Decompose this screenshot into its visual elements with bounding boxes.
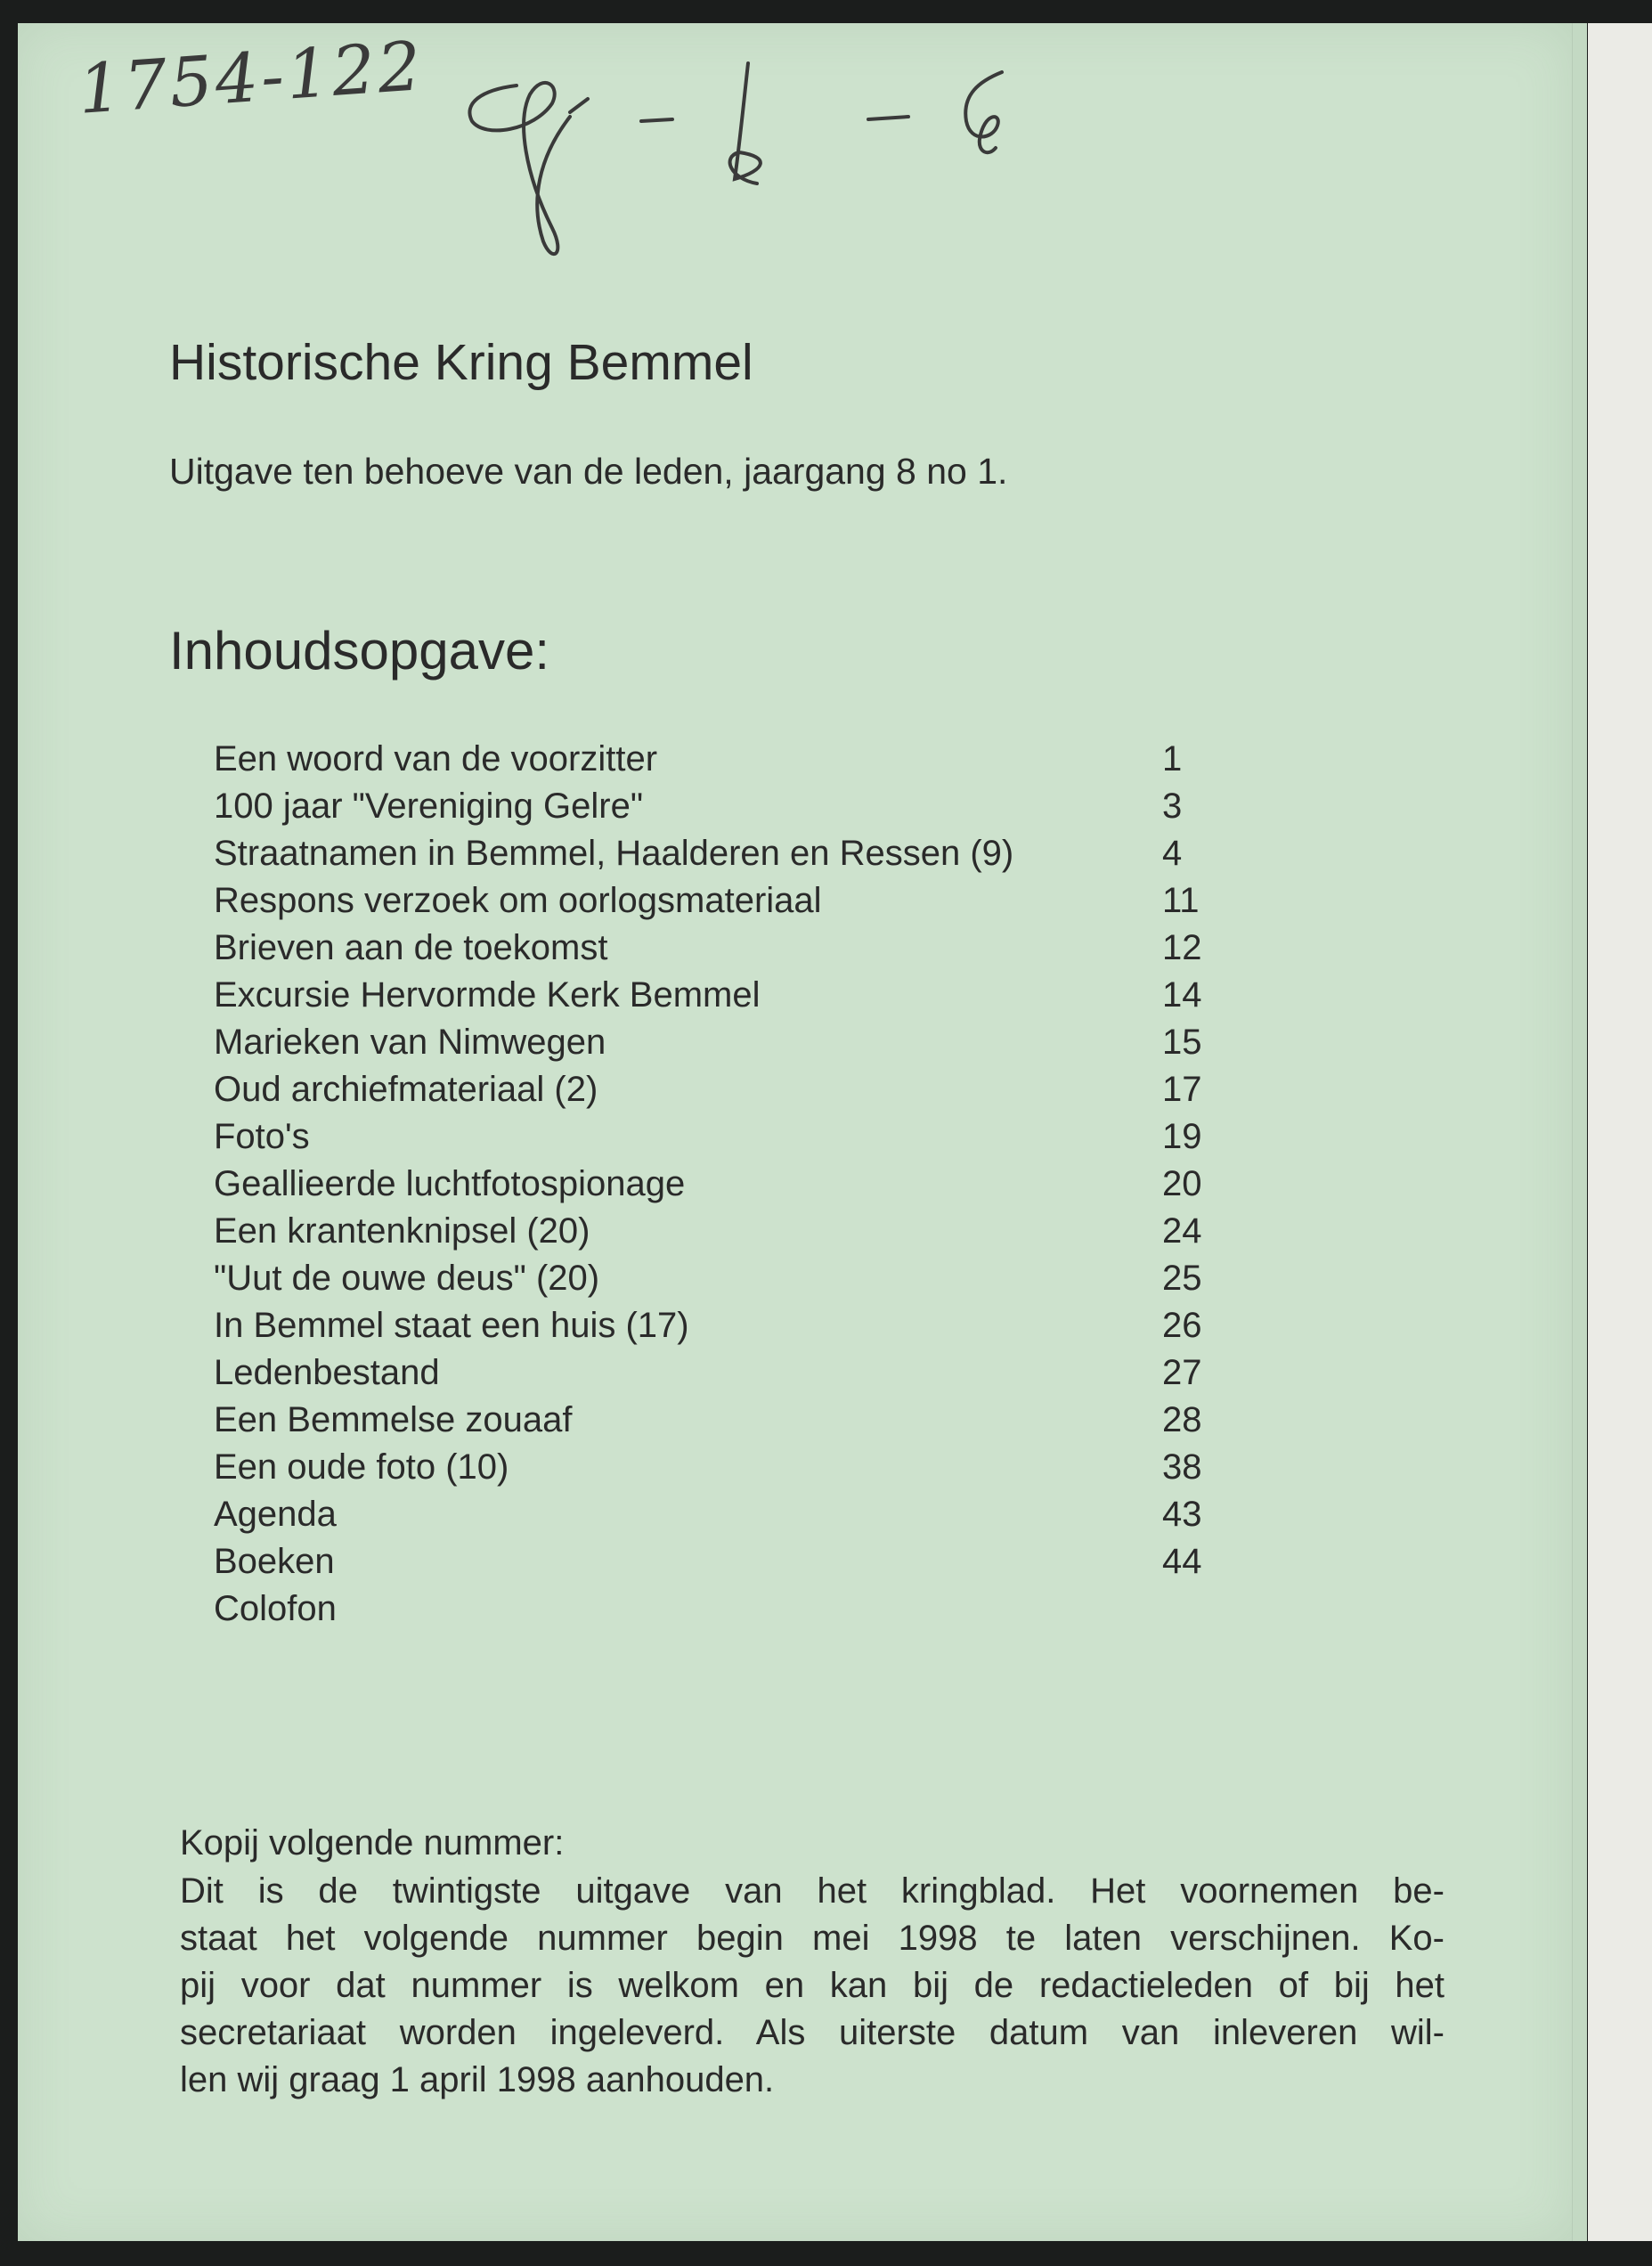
toc-item-title: Straatnamen in Bemmel, Haalderen en Ressen (9) — [214, 834, 1014, 873]
kopij-text-line: len wij graag 1 april 1998 aanhouden. — [180, 2060, 775, 2099]
toc-item-page: 44 — [1162, 1542, 1202, 1581]
kopij-text-line: staat het volgende nummer begin mei 1998 te laten verschijnen. Ko- — [180, 1919, 1444, 1958]
toc-item-page: 14 — [1162, 975, 1202, 1015]
toc-heading: Inhoudsopgave: — [169, 621, 550, 681]
toc-item — [214, 1019, 1265, 1066]
toc-item — [214, 830, 1265, 877]
toc-item — [214, 1302, 1265, 1349]
kopij-text-line: secretariaat worden ingeleverd. Als uiterste datum van inleveren wil- — [180, 2013, 1444, 2052]
toc-item-title: Een oude foto (10) — [214, 1447, 509, 1487]
toc-item-page: 4 — [1162, 834, 1183, 873]
toc-item-title: In Bemmel staat een huis (17) — [214, 1306, 689, 1345]
toc-item-page: 15 — [1162, 1023, 1202, 1062]
kopij-text-line: Dit is de twintigste uitgave van het kringblad. Het voornemen be- — [180, 1871, 1444, 1911]
toc-item-title: Respons verzoek om oorlogsmateriaal — [214, 881, 822, 920]
kopij-text-line: pij voor dat nummer is welkom en kan bij de redactieleden of bij het — [180, 1966, 1444, 2005]
page-subtitle: Uitgave ten behoeve van de leden, jaargang 8 no 1. — [169, 451, 1008, 492]
table-of-contents — [214, 736, 1265, 1633]
toc-item-page: 38 — [1162, 1447, 1202, 1487]
toc-item-page: 27 — [1162, 1353, 1202, 1392]
toc-item-title: Foto's — [214, 1117, 310, 1156]
toc-item-title: Excursie Hervormde Kerk Bemmel — [214, 975, 761, 1015]
toc-item — [214, 1397, 1265, 1444]
toc-item-page: 12 — [1162, 928, 1202, 967]
toc-item-page: 11 — [1162, 881, 1200, 920]
toc-item-page: 20 — [1162, 1164, 1202, 1203]
toc-item — [214, 972, 1265, 1019]
toc-item-title: Boeken — [214, 1542, 335, 1581]
toc-item — [214, 877, 1265, 925]
toc-item-title: Ledenbestand — [214, 1353, 440, 1392]
toc-item — [214, 736, 1265, 783]
toc-item — [214, 1161, 1265, 1208]
kopij-notice — [180, 1818, 1444, 2104]
toc-item-page: 19 — [1162, 1117, 1202, 1156]
toc-item — [214, 1444, 1265, 1491]
handwritten-number: 1754-122 — [75, 26, 427, 129]
toc-item-title: Marieken van Nimwegen — [214, 1023, 606, 1062]
toc-item-page: 3 — [1162, 787, 1183, 826]
toc-item-title: Agenda — [214, 1495, 337, 1534]
toc-item — [214, 1585, 1265, 1633]
page-title: Historische Kring Bemmel — [169, 334, 753, 391]
handwritten-annotation — [18, 23, 1038, 281]
booklet-page — [18, 23, 1575, 2241]
toc-item-page: 43 — [1162, 1495, 1202, 1534]
toc-item-title: Geallieerde luchtfotospionage — [214, 1164, 686, 1203]
next-page-edge — [1573, 23, 1587, 2241]
toc-item-title: Colofon — [214, 1589, 337, 1628]
toc-item-title: Een woord van de voorzitter — [214, 739, 658, 778]
toc-item-page: 28 — [1162, 1400, 1202, 1439]
toc-item — [214, 1349, 1265, 1397]
toc-item-page: 17 — [1162, 1070, 1202, 1109]
toc-item-title: Brieven aan de toekomst — [214, 928, 608, 967]
toc-item — [214, 1208, 1265, 1255]
next-page — [1588, 23, 1652, 2241]
toc-item-page: 1 — [1162, 739, 1183, 778]
toc-item-page: 25 — [1162, 1259, 1202, 1298]
toc-item-title: Een Bemmelse zouaaf — [214, 1400, 573, 1439]
kopij-heading: Kopij volgende nummer: — [180, 1823, 565, 1863]
toc-item — [214, 1538, 1265, 1585]
handwritten-marks-icon — [18, 23, 1038, 281]
toc-item-title: Een krantenknipsel (20) — [214, 1211, 590, 1251]
toc-item — [214, 1255, 1265, 1302]
toc-item — [214, 925, 1265, 972]
toc-item — [214, 783, 1265, 830]
toc-item — [214, 1113, 1265, 1161]
toc-item-title: "Uut de ouwe deus" (20) — [214, 1259, 600, 1298]
toc-item-title: Oud archiefmateriaal (2) — [214, 1070, 598, 1109]
toc-item-page: 24 — [1162, 1211, 1202, 1251]
toc-item — [214, 1491, 1265, 1538]
toc-item-title: 100 jaar "Vereniging Gelre" — [214, 787, 644, 826]
toc-item — [214, 1066, 1265, 1113]
toc-item-page: 26 — [1162, 1306, 1202, 1345]
